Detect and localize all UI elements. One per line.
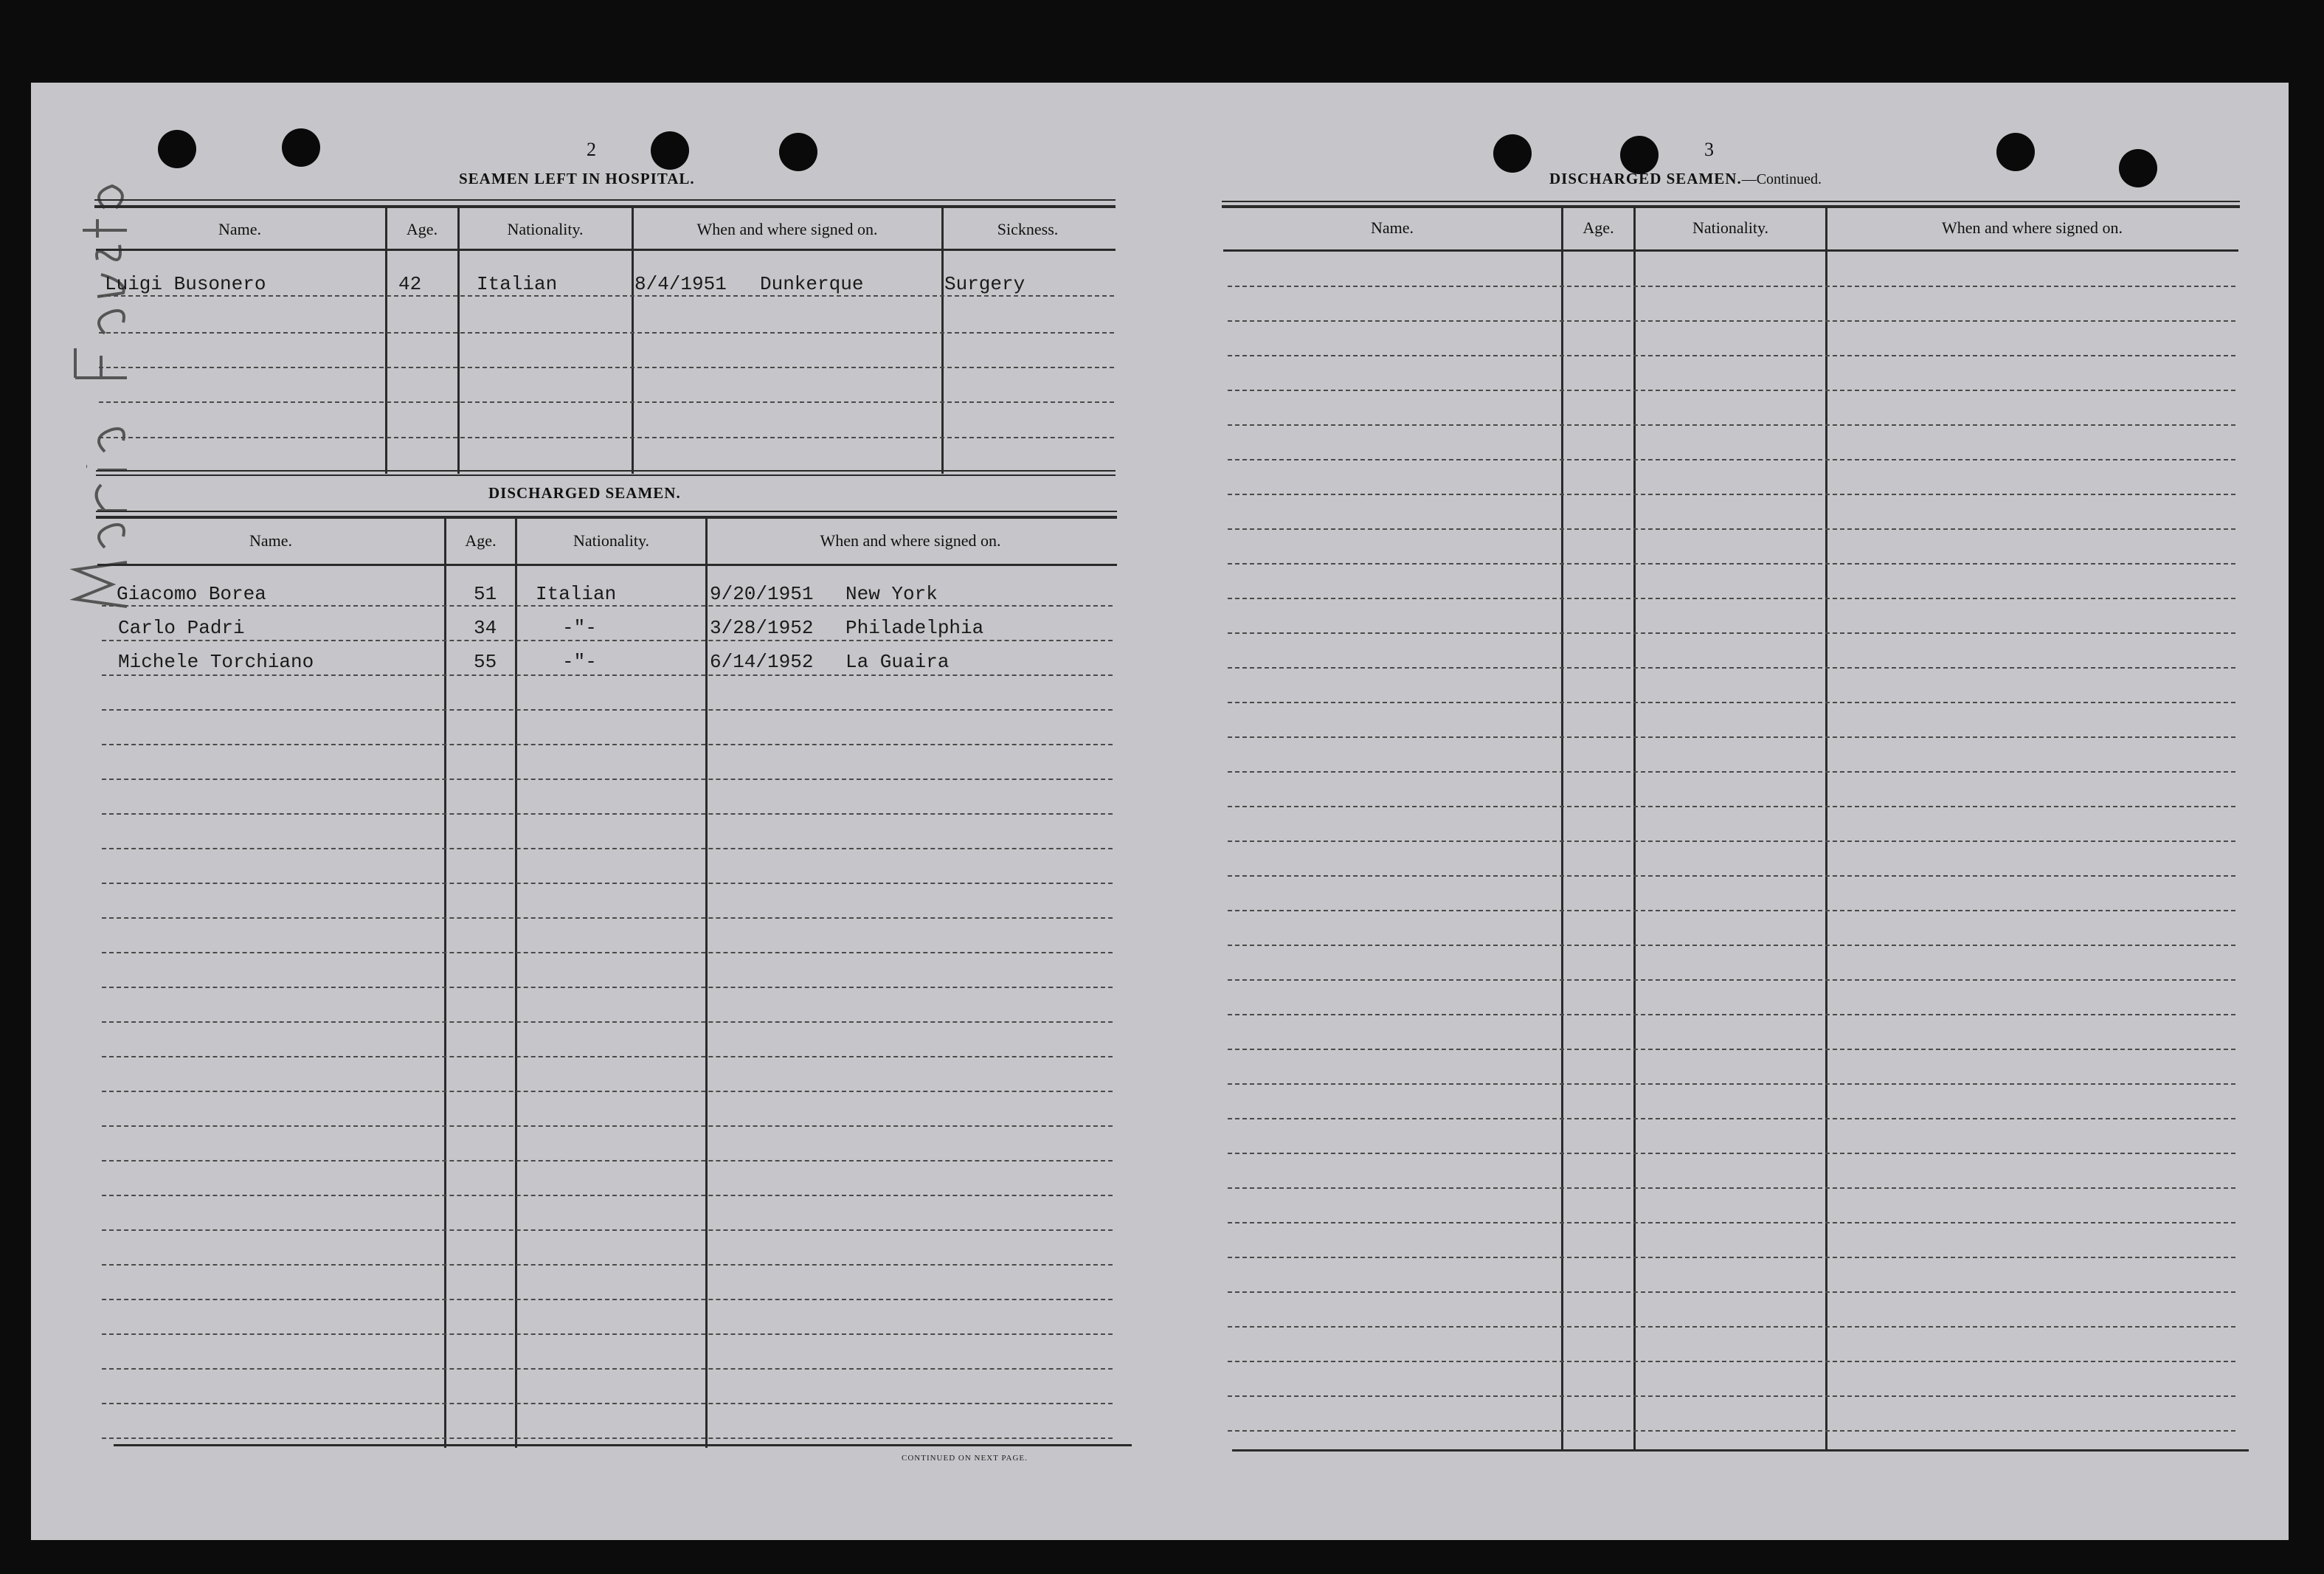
ruled-line	[1228, 875, 2235, 877]
page-number: 2	[587, 139, 596, 160]
punch-hole	[779, 133, 817, 171]
ruled-line	[1228, 806, 2235, 807]
seaman-nationality: Italian	[477, 273, 558, 295]
signed-on-place: New York	[845, 583, 938, 605]
discharged-header-name: Name.	[249, 531, 293, 550]
continued-header-nationality: Nationality.	[1692, 218, 1769, 237]
ruled-line	[1228, 1361, 2235, 1362]
seaman-name: Michele Torchiano	[118, 651, 314, 673]
signed-on-place: Dunkerque	[760, 273, 864, 295]
signed-on-place: La Guaira	[845, 651, 950, 673]
hospital-header-nationality: Nationality.	[507, 220, 584, 238]
title-suffix: —Continued.	[1741, 171, 1822, 187]
punch-hole	[1493, 134, 1532, 173]
ruled-line	[1228, 1222, 2235, 1223]
punch-hole	[1620, 136, 1659, 174]
ruled-line	[1228, 910, 2235, 911]
ruled-line	[102, 1368, 1113, 1370]
ruled-line	[102, 674, 1113, 676]
punch-hole	[282, 128, 320, 167]
discharged-header-signed-on: When and where signed on.	[820, 531, 1001, 550]
ruled-line	[102, 1125, 1113, 1127]
seaman-nationality: Italian	[536, 583, 617, 605]
ruled-line	[1228, 355, 2235, 356]
ruled-line	[1228, 390, 2235, 391]
discharged-continued-title	[1549, 170, 1822, 188]
ruled-line	[1228, 979, 2235, 981]
punch-hole	[651, 131, 689, 170]
ruled-line	[102, 813, 1113, 815]
seaman-age: 55	[474, 651, 497, 673]
ruled-line	[102, 1229, 1113, 1231]
ruled-line	[1228, 945, 2235, 946]
title-text: DISCHARGED SEAMEN.	[1549, 170, 1742, 187]
ruled-line	[1228, 1014, 2235, 1015]
signed-on-date: 8/4/1951	[634, 273, 727, 295]
ruled-line	[1228, 667, 2235, 669]
continued-note: CONTINUED ON NEXT PAGE.	[902, 1454, 1028, 1463]
ruled-line	[102, 744, 1113, 745]
ruled-line	[102, 987, 1113, 988]
ruled-line	[1228, 1187, 2235, 1189]
ruled-line	[102, 1333, 1113, 1335]
seaman-age: 34	[474, 617, 497, 639]
punch-hole	[158, 130, 196, 168]
signed-on-place: Philadelphia	[845, 617, 984, 639]
ruled-line	[1228, 1326, 2235, 1328]
ruled-line	[1228, 1049, 2235, 1050]
ruled-line	[102, 917, 1113, 919]
signed-on-date: 3/28/1952	[710, 617, 814, 639]
discharged-header-nationality: Nationality.	[573, 531, 650, 550]
seaman-age: 51	[474, 583, 497, 605]
discharged-section-title: DISCHARGED SEAMEN.	[488, 484, 681, 502]
ruled-line	[1228, 1118, 2235, 1119]
punch-hole	[2119, 149, 2157, 187]
ruled-line	[102, 883, 1113, 884]
hospital-header-signed-on: When and where signed on.	[696, 220, 878, 238]
ruled-line	[1228, 736, 2235, 738]
signed-on-date: 6/14/1952	[710, 651, 814, 673]
ruled-line	[102, 605, 1113, 607]
ruled-line	[102, 1264, 1113, 1266]
seaman-name: Giacomo Borea	[117, 583, 266, 605]
signed-on-date: 9/20/1951	[710, 583, 814, 605]
continued-header-age: Age.	[1583, 218, 1614, 237]
seaman-age: 42	[398, 273, 422, 295]
ruled-line	[1228, 286, 2235, 287]
ruled-line	[102, 1091, 1113, 1092]
ruled-line	[1228, 494, 2235, 495]
ruled-line	[1228, 1257, 2235, 1258]
ruled-line	[1228, 1430, 2235, 1432]
ruled-line	[1228, 1291, 2235, 1293]
punch-hole	[1996, 133, 2035, 171]
sickness: Surgery	[944, 273, 1026, 295]
ruled-line	[102, 640, 1113, 641]
ruled-line	[102, 952, 1113, 953]
ruled-line	[102, 1056, 1113, 1057]
ruled-line	[102, 1021, 1113, 1023]
ruled-line	[1228, 702, 2235, 703]
manifest-sheet	[31, 83, 2289, 1540]
hospital-section-title: SEAMEN LEFT IN HOSPITAL.	[459, 170, 695, 187]
continued-header-signed-on: When and where signed on.	[1942, 218, 2123, 237]
ruled-line	[1228, 1395, 2235, 1397]
seaman-nationality: -"-	[562, 651, 597, 673]
ruled-line	[1228, 528, 2235, 530]
ruled-line	[102, 1160, 1113, 1161]
ruled-line	[1228, 424, 2235, 426]
hospital-header-sickness: Sickness.	[997, 220, 1059, 238]
ruled-line	[102, 1299, 1113, 1300]
ruled-line	[1228, 771, 2235, 773]
hospital-header-name: Name.	[218, 220, 262, 238]
ruled-line	[102, 1195, 1113, 1196]
ruled-line	[102, 848, 1113, 849]
ruled-line	[1228, 1153, 2235, 1154]
ruled-line	[102, 1403, 1113, 1404]
page-number: 3	[1704, 139, 1714, 160]
continued-header-name: Name.	[1370, 218, 1414, 237]
ruled-line	[1228, 459, 2235, 460]
seaman-nationality: -"-	[562, 617, 597, 639]
ruled-line	[102, 1437, 1113, 1439]
ruled-line	[1228, 563, 2235, 565]
ruled-line	[1228, 632, 2235, 634]
ruled-line	[1228, 320, 2235, 322]
discharged-header-age: Age.	[465, 531, 497, 550]
ruled-line	[1228, 1083, 2235, 1085]
seaman-name: Luigi Busonero	[105, 273, 266, 295]
hospital-header-age: Age.	[406, 220, 438, 238]
ruled-line	[1228, 840, 2235, 842]
ruled-line	[102, 709, 1113, 711]
ruled-line	[102, 779, 1113, 780]
ruled-line	[1228, 598, 2235, 599]
seaman-name: Carlo Padri	[118, 617, 245, 639]
